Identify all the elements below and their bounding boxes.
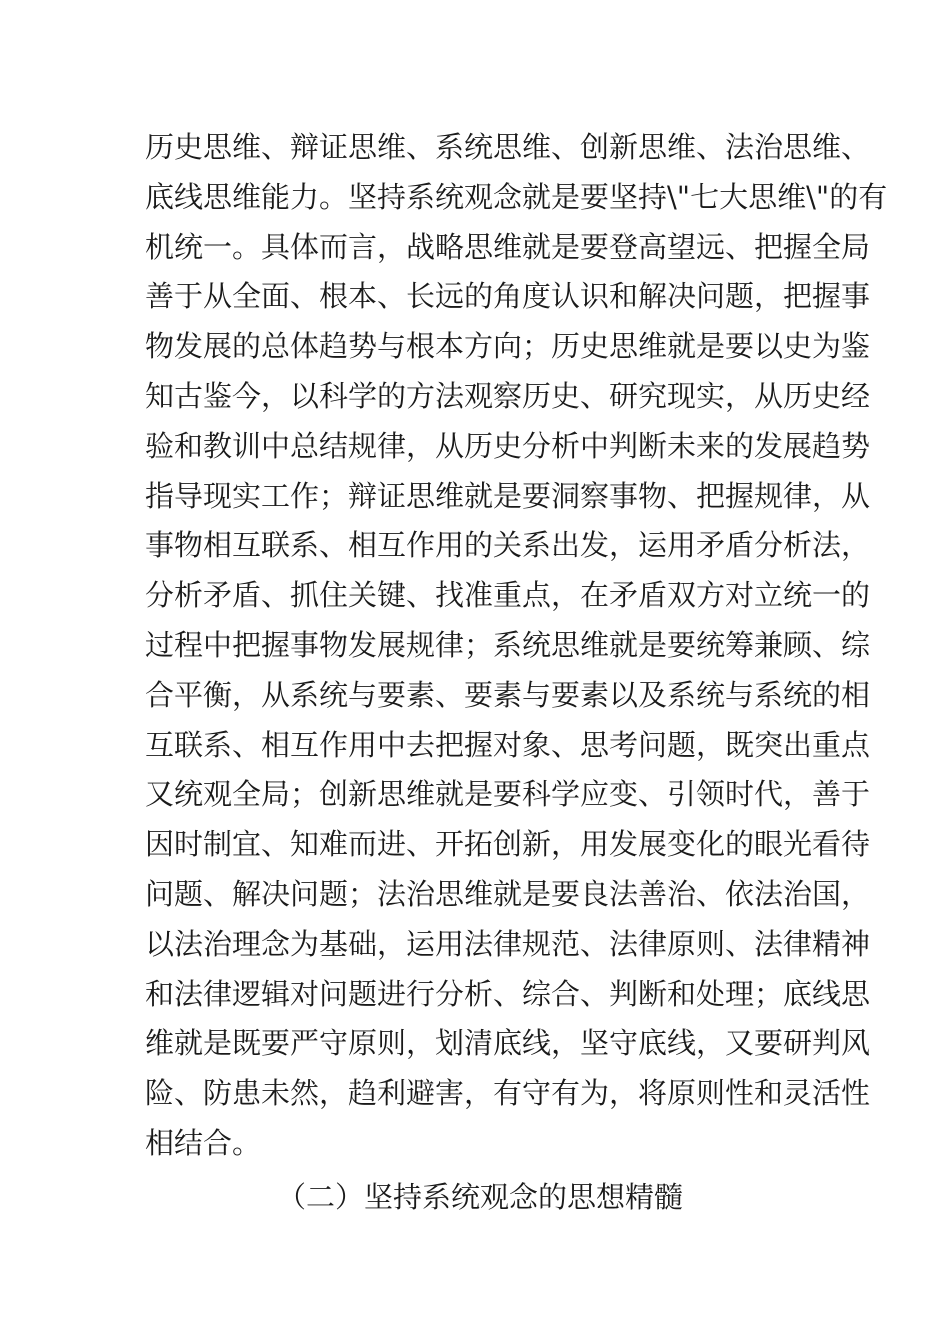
paragraph-line: 机统一。具体而言，战略思维就是要登高望远、把握全局 <box>145 229 871 264</box>
paragraph-line: 又统观全局；创新思维就是要科学应变、引领时代，善于 <box>145 777 871 812</box>
paragraph-line: 互联系、相互作用中去把握对象、思考问题，既突出重点 <box>145 727 871 762</box>
paragraph-line: 险、防患未然，趋利避害，有守有为，将原则性和灵活性 <box>145 1076 871 1111</box>
paragraph-line: 分析矛盾、抓住关键、找准重点，在矛盾双方对立统一的 <box>145 578 871 613</box>
paragraph-line: 问题、解决问题；法治思维就是要良法善治、依法治国， <box>145 876 871 911</box>
paragraph-line: 指导现实工作；辩证思维就是要洞察事物、把握规律，从 <box>145 478 871 513</box>
paragraph-line: 维就是既要严守原则，划清底线，坚守底线，又要研判风 <box>145 1026 871 1061</box>
paragraph-line: 和法律逻辑对问题进行分析、综合、判断和处理；底线思 <box>145 976 871 1011</box>
paragraph-line: 善于从全面、根本、长远的角度认识和解决问题，把握事 <box>145 279 871 314</box>
paragraph-line: 底线思维能力。坚持系统观念就是要坚持\"七大思维\"的有 <box>145 179 888 214</box>
paragraph-line-last: 相结合。 <box>145 1125 262 1160</box>
paragraph-line: 知古鉴今，以科学的方法观察历史、研究现实，从历史经 <box>145 378 871 413</box>
paragraph-line: 事物相互联系、相互作用的关系出发，运用矛盾分析法， <box>145 528 871 563</box>
paragraph-line: 物发展的总体趋势与根本方向；历史思维就是要以史为鉴 <box>145 329 871 364</box>
paragraph-line: 以法治理念为基础，运用法律规范、法律原则、法律精神 <box>145 926 871 961</box>
section-subheading: （二）坚持系统观念的思想精髓 <box>276 1180 683 1214</box>
paragraph-line: 历史思维、辩证思维、系统思维、创新思维、法治思维、 <box>145 130 871 164</box>
paragraph-line: 合平衡，从系统与要素、要素与要素以及系统与系统的相 <box>145 677 871 712</box>
paragraph-line: 过程中把握事物发展规律；系统思维就是要统筹兼顾、综 <box>145 627 871 662</box>
paragraph-line: 验和教训中总结规律，从历史分析中判断未来的发展趋势 <box>145 428 871 463</box>
body-paragraph <box>145 123 888 1169</box>
paragraph-line: 因时制宜、知难而进、开拓创新，用发展变化的眼光看待 <box>145 827 871 862</box>
